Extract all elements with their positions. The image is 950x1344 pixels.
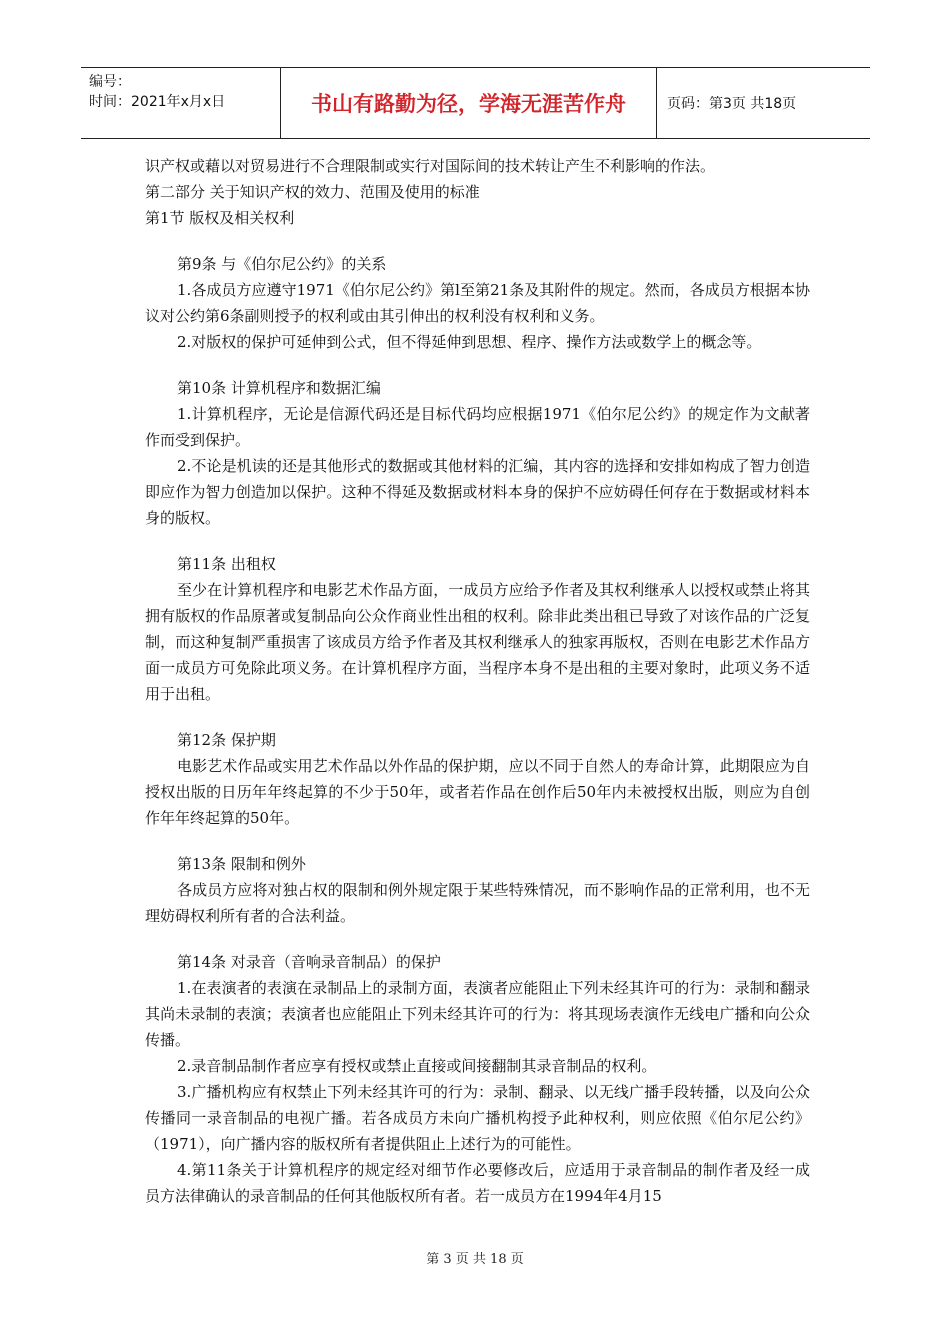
document-number-label: 编号： <box>89 74 131 90</box>
page-footer: 第 3 页 共 18 页 <box>426 1252 524 1267</box>
article-9-para-2: 2.对版权的保护可延伸到公式，但不得延伸到思想、程序、操作方法或数学上的概念等。 <box>177 333 762 351</box>
part-heading: 第二部分 关于知识产权的效力、范围及使用的标准 <box>145 183 480 201</box>
article-11-para-1: 至少在计算机程序和电影艺术作品方面，一成员方应给予作者及其权利继承人以授权或禁止将其拥有版权的作品原著或复制品向公众作商业性出租的权利。除非此类出租已导致了对该作品的广泛复制，而这种复制严重损害了该成员方给予作者及其权利继承人的独家再版权，否则在电影艺术作品方面一成员方可免除此项义务。在计算机程序方面，当程序本身不是出租的主要对象时，此项义务不适用于出租。 <box>145 581 810 703</box>
header-meta <box>81 68 281 138</box>
article-10-para-1: 1.计算机程序，无论是信源代码还是目标代码均应根据1971《伯尔尼公约》的规定作为文献著作而受到保护。 <box>145 405 810 449</box>
article-12-title: 第12条 保护期 <box>177 731 276 749</box>
document-date: 时间：2021年x月x日 <box>89 94 226 110</box>
article-13-para-1: 各成员方应将对独占权的限制和例外规定限于某些特殊情况，而不影响作品的正常利用，也不无理妨碍权利所有者的合法利益。 <box>145 881 810 925</box>
header-motto: 书山有路勤为径，学海无涯苦作舟 <box>281 68 657 138</box>
article-9-para-1: 1.各成员方应遵守1971《伯尔尼公约》第l至第21条及其附件的规定。然而，各成员方根据本协议对公约第6条副则授予的权利或由其引伸出的权利没有权利和义务。 <box>145 281 810 325</box>
article-13-title: 第13条 限制和例外 <box>177 855 306 873</box>
paragraph: 识产权或藉以对贸易进行不合理限制或实行对国际间的技术转让产生不利影响的作法。 <box>145 157 716 175</box>
article-14-para-1: 1.在表演者的表演在录制品上的录制方面，表演者应能阻止下列未经其许可的行为：录制和翻录其尚未录制的表演；表演者也应能阻止下列未经其许可的行为：将其现场表演作无线电广播和向公众传播。 <box>145 979 810 1049</box>
article-14-title: 第14条 对录音（音响录音制品）的保护 <box>177 953 441 971</box>
document-body <box>145 153 810 1209</box>
article-10-para-2: 2.不论是机读的还是其他形式的数据或其他材料的汇编，其内容的选择和安排如构成了智力创造即应作为智力创造加以保护。这种不得延及数据或材料本身的保护不应妨碍任何存在于数据或材料本身的版权。 <box>145 457 810 527</box>
article-14-para-2: 2.录音制品制作者应享有授权或禁止直接或间接翻制其录音制品的权利。 <box>177 1057 657 1075</box>
article-14-para-3: 3.广播机构应有权禁止下列未经其许可的行为：录制、翻录、以无线广播手段转播，以及向公众传播同一录音制品的电视广播。若各成员方未向广播机构授予此种权利，则应依照《伯尔尼公约》（1971），向广播内容的版权所有者提供阻止上述行为的可能性。 <box>145 1083 810 1153</box>
page-header <box>81 67 870 139</box>
article-12-para-1: 电影艺术作品或实用艺术作品以外作品的保护期，应以不同于自然人的寿命计算，此期限应为自授权出版的日历年年终起算的不少于50年，或者若作品在创作后50年内未被授权出版，则应为自创作年年终起算的50年。 <box>145 757 810 827</box>
article-10-title: 第10条 计算机程序和数据汇编 <box>177 379 381 397</box>
header-page-info: 页码：第3页 共18页 <box>667 96 797 112</box>
article-9-title: 第9条 与《伯尔尼公约》的关系 <box>177 255 387 273</box>
section-heading: 第1节 版权及相关权利 <box>145 209 295 227</box>
article-11-title: 第11条 出租权 <box>177 555 276 573</box>
article-14-para-4: 4.第11条关于计算机程序的规定经对细节作必要修改后，应适用于录音制品的制作者及经一成员方法律确认的录音制品的任何其他版权所有者。若一成员方在1994年4月15 <box>145 1161 810 1205</box>
